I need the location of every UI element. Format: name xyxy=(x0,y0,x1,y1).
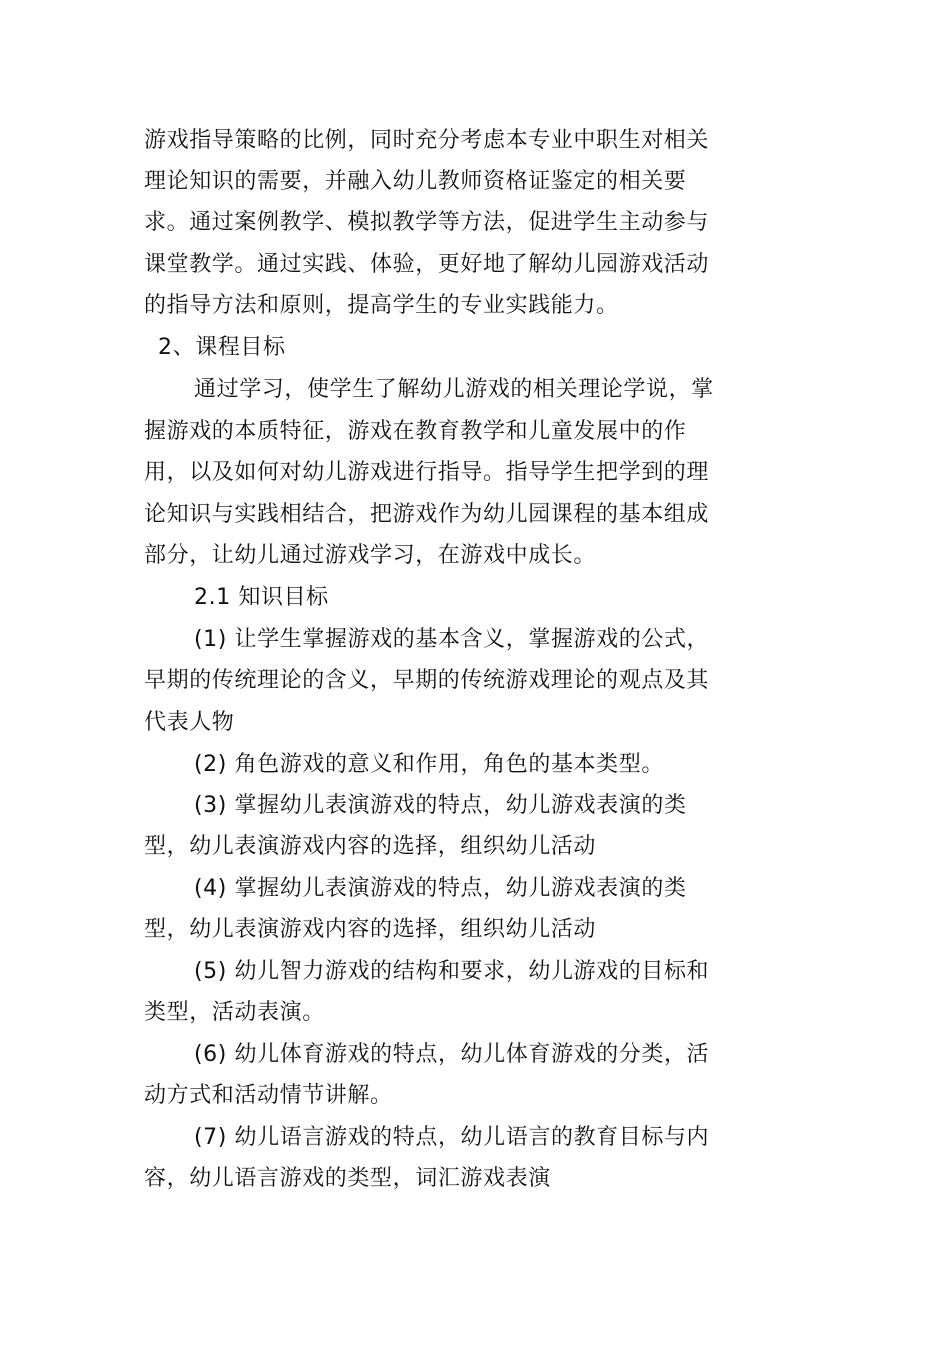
intro-line-1: 游戏指导策略的比例，同时充分考虑本专业中职生对相关 xyxy=(144,128,710,153)
intro-line-3: 求。通过案例教学、模拟教学等方法，促进学生主动参与 xyxy=(144,210,710,235)
intro-line-2: 理论知识的需要，并融入幼儿教师资格证鉴定的相关要 xyxy=(144,169,687,194)
knowledge-item-6-line-2: 动方式和活动情节讲解。 xyxy=(144,1083,393,1108)
intro-line-5: 的指导方法和原则，提高学生的专业实践能力。 xyxy=(144,293,619,318)
knowledge-item-4-line-2: 型，幼儿表演游戏内容的选择，组织幼儿活动 xyxy=(144,917,597,942)
knowledge-item-7-line-1: (7) 幼儿语言游戏的特点，幼儿语言的教育目标与内 xyxy=(194,1125,710,1150)
knowledge-item-3-line-2: 型，幼儿表演游戏内容的选择，组织幼儿活动 xyxy=(144,834,597,859)
knowledge-item-6-line-1: (6) 幼儿体育游戏的特点，幼儿体育游戏的分类，活 xyxy=(194,1042,710,1067)
section-2-line-5: 部分，让幼儿通过游戏学习，在游戏中成长。 xyxy=(144,543,597,568)
section-2-line-1: 通过学习，使学生了解幼儿游戏的相关理论学说，掌 xyxy=(194,377,714,402)
section-2-line-2: 握游戏的本质特征，游戏在教育教学和儿童发展中的作 xyxy=(144,419,687,444)
knowledge-item-7-line-2: 容，幼儿语言游戏的类型，词汇游戏表演 xyxy=(144,1166,551,1191)
section-2-line-3: 用，以及如何对幼儿游戏进行指导。指导学生把学到的理 xyxy=(144,460,710,485)
subsection-2-1-heading: 2.1 知识目标 xyxy=(194,585,329,610)
knowledge-item-3-line-1: (3) 掌握幼儿表演游戏的特点，幼儿游戏表演的类 xyxy=(194,793,687,818)
section-2-line-4: 论知识与实践相结合，把游戏作为幼儿园课程的基本组成 xyxy=(144,502,710,527)
knowledge-item-1-line-1: (1) 让学生掌握游戏的基本含义，掌握游戏的公式， xyxy=(194,627,710,652)
knowledge-item-2-line-1: (2) 角色游戏的意义和作用，角色的基本类型。 xyxy=(194,752,664,777)
knowledge-item-4-line-1: (4) 掌握幼儿表演游戏的特点，幼儿游戏表演的类 xyxy=(194,876,687,901)
knowledge-item-1-line-3: 代表人物 xyxy=(144,710,235,735)
knowledge-item-1-line-2: 早期的传统理论的含义，早期的传统游戏理论的观点及其 xyxy=(144,668,710,693)
section-2-heading: 2、课程目标 xyxy=(158,335,286,360)
knowledge-item-5-line-2: 类型，活动表演。 xyxy=(144,1000,325,1025)
knowledge-item-5-line-1: (5) 幼儿智力游戏的结构和要求，幼儿游戏的目标和 xyxy=(194,959,710,984)
intro-line-4: 课堂教学。通过实践、体验，更好地了解幼儿园游戏活动 xyxy=(144,252,710,277)
